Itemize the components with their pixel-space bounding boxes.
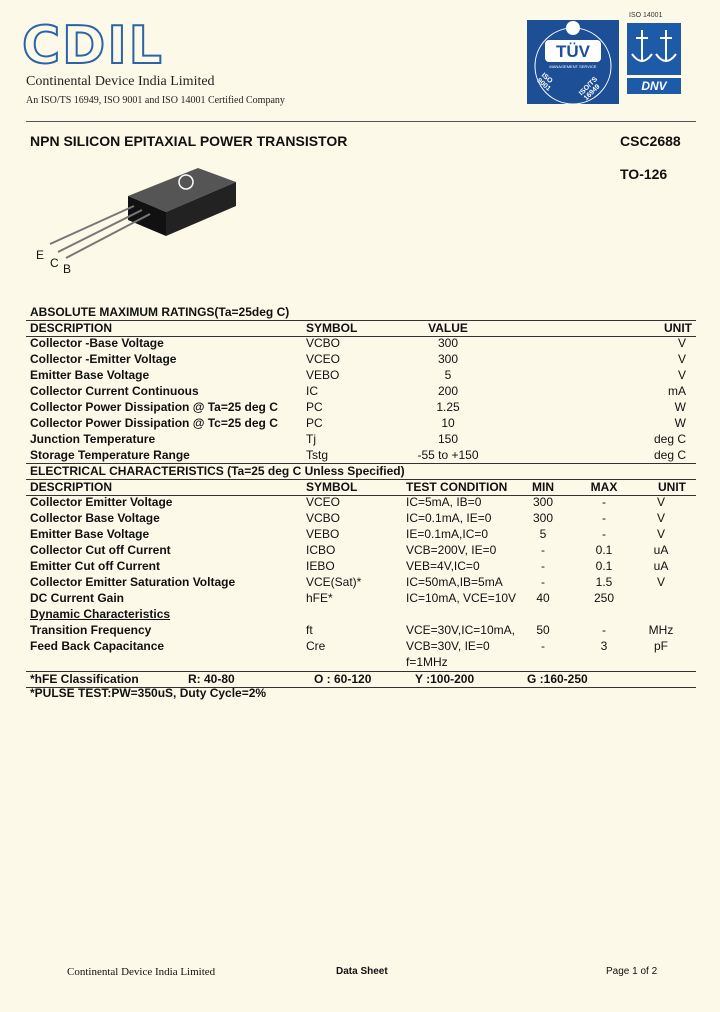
row-max: 0.1 bbox=[595, 559, 613, 573]
row-unit: uA bbox=[653, 559, 669, 573]
footer-company: Continental Device India Limited bbox=[67, 966, 216, 978]
abs-max-header bbox=[26, 320, 696, 337]
row-symbol: hFE* bbox=[306, 591, 333, 605]
row-min: 50 bbox=[536, 623, 550, 637]
hfe-class-y: Y :100-200 bbox=[415, 672, 475, 686]
elec-title-row bbox=[26, 463, 696, 480]
pin-c-label: C bbox=[50, 256, 59, 270]
row-min: 300 bbox=[532, 495, 554, 509]
row-value: 10 bbox=[441, 416, 455, 430]
row-min: - bbox=[541, 543, 545, 557]
elec-row bbox=[26, 527, 696, 542]
row-condition: IC=0.1mA, IE=0 bbox=[406, 511, 492, 525]
row-symbol: Cre bbox=[306, 639, 326, 653]
row-condition: VEB=4V,IC=0 bbox=[406, 559, 480, 573]
hfe-class-r: R: 40-80 bbox=[188, 672, 235, 686]
col-unit: UNIT bbox=[664, 321, 692, 335]
row-value: 200 bbox=[437, 384, 459, 398]
row-unit: V bbox=[656, 495, 665, 509]
hfe-class-g: G :160-250 bbox=[527, 672, 588, 686]
row-min: 5 bbox=[539, 527, 547, 541]
row-symbol: ICBO bbox=[306, 543, 336, 557]
row-description: Collector Current Continuous bbox=[30, 384, 199, 398]
company-name: Continental Device India Limited bbox=[26, 74, 215, 89]
dynamic-row-continuation bbox=[26, 655, 696, 670]
col-symbol: SYMBOL bbox=[306, 480, 358, 494]
row-symbol: VCEO bbox=[306, 352, 341, 366]
abs-max-row bbox=[26, 336, 696, 351]
row-max: - bbox=[602, 527, 606, 541]
dnv-badge bbox=[626, 12, 682, 96]
row-description: Junction Temperature bbox=[30, 432, 156, 446]
row-symbol: VCEO bbox=[306, 495, 341, 509]
dynamic-title: Dynamic Characteristics bbox=[30, 607, 171, 621]
row-symbol: IC bbox=[306, 384, 318, 398]
abs-max-title: ABSOLUTE MAXIMUM RATINGS(Ta=25deg C) bbox=[30, 305, 290, 319]
col-symbol: SYMBOL bbox=[306, 321, 358, 335]
row-max: 250 bbox=[593, 591, 615, 605]
header-divider bbox=[26, 121, 696, 122]
elec-row bbox=[26, 559, 696, 574]
hfe-class-o: O : 60-120 bbox=[314, 672, 372, 686]
row-unit: V bbox=[677, 336, 686, 350]
row-value: 150 bbox=[437, 432, 459, 446]
dynamic-row bbox=[26, 623, 696, 638]
abs-max-row bbox=[26, 368, 696, 383]
row-symbol: PC bbox=[306, 416, 323, 430]
row-description: Collector Power Dissipation @ Ta=25 deg C bbox=[30, 400, 278, 414]
row-description: Transition Frequency bbox=[30, 623, 152, 637]
tuv-badge bbox=[527, 20, 619, 104]
row-condition: VCE=30V,IC=10mA, bbox=[406, 623, 515, 637]
tuv-isots: ISO/TS 16949 bbox=[577, 75, 602, 103]
row-max: - bbox=[602, 511, 606, 525]
pin-b-label: B bbox=[63, 262, 72, 276]
tuv-mark: TÜV bbox=[556, 42, 590, 61]
row-min: - bbox=[541, 639, 545, 653]
col-max: MAX bbox=[590, 480, 618, 494]
elec-header bbox=[26, 479, 696, 496]
row-symbol: PC bbox=[306, 400, 323, 414]
row-value: -55 to +150 bbox=[417, 448, 479, 462]
row-description: Emitter Cut off Current bbox=[30, 559, 160, 573]
row-unit: deg C bbox=[653, 448, 686, 462]
row-unit: deg C bbox=[653, 432, 686, 446]
dnv-mark: DNV bbox=[641, 79, 667, 93]
dynamic-row bbox=[26, 639, 696, 654]
col-condition: TEST CONDITION bbox=[406, 480, 508, 494]
row-unit: V bbox=[656, 527, 665, 541]
row-unit: V bbox=[677, 368, 686, 382]
row-description: Storage Temperature Range bbox=[30, 448, 190, 462]
row-value: 5 bbox=[444, 368, 452, 382]
row-max: - bbox=[602, 623, 606, 637]
row-symbol: VCBO bbox=[306, 336, 341, 350]
row-value: 300 bbox=[437, 336, 459, 350]
row-symbol: VCE(Sat)* bbox=[306, 575, 362, 589]
row-condition: IC=5mA, IB=0 bbox=[406, 495, 482, 509]
row-max: 0.1 bbox=[595, 543, 613, 557]
col-description: DESCRIPTION bbox=[30, 480, 113, 494]
col-unit: UNIT bbox=[658, 480, 686, 494]
abs-max-row bbox=[26, 416, 696, 431]
row-unit: W bbox=[674, 416, 686, 430]
row-condition: VCB=200V, IE=0 bbox=[406, 543, 497, 557]
col-description: DESCRIPTION bbox=[30, 321, 113, 335]
row-description: Collector Cut off Current bbox=[30, 543, 171, 557]
row-condition: VCB=30V, IE=0 bbox=[406, 639, 490, 653]
elec-row bbox=[26, 495, 696, 510]
package-drawing bbox=[30, 160, 260, 280]
abs-max-title-row bbox=[26, 305, 696, 321]
row-max: - bbox=[602, 495, 606, 509]
row-condition-line2: f=1MHz bbox=[406, 655, 448, 669]
row-description: Feed Back Capacitance bbox=[30, 639, 165, 653]
col-value: VALUE bbox=[428, 321, 468, 335]
elec-row bbox=[26, 575, 696, 590]
row-symbol: VCBO bbox=[306, 511, 341, 525]
row-description: Collector Power Dissipation @ Tc=25 deg C bbox=[30, 416, 278, 430]
row-symbol: VEBO bbox=[306, 368, 340, 382]
row-description: Emitter Base Voltage bbox=[30, 527, 150, 541]
dynamic-title-row bbox=[26, 607, 696, 622]
product-title: NPN SILICON EPITAXIAL POWER TRANSISTOR bbox=[30, 133, 348, 149]
row-symbol: ft bbox=[306, 623, 313, 637]
row-unit: V bbox=[677, 352, 686, 366]
abs-max-row bbox=[26, 352, 696, 367]
pin-e-label: E bbox=[36, 248, 45, 262]
row-condition: IC=50mA,IB=5mA bbox=[406, 575, 503, 589]
abs-max-row bbox=[26, 384, 696, 399]
abs-max-row bbox=[26, 448, 696, 463]
row-max: 1.5 bbox=[595, 575, 613, 589]
tuv-iso9001: ISO 9001 bbox=[535, 71, 554, 93]
row-description: Collector Emitter Voltage bbox=[30, 495, 173, 509]
abs-max-row bbox=[26, 400, 696, 415]
row-value: 1.25 bbox=[436, 400, 460, 414]
elec-row bbox=[26, 543, 696, 558]
row-description: Collector Base Voltage bbox=[30, 511, 160, 525]
row-value: 300 bbox=[437, 352, 459, 366]
certification-line: An ISO/TS 16949, ISO 9001 and ISO 14001 Certified Company bbox=[26, 95, 285, 106]
row-unit: W bbox=[674, 400, 686, 414]
pulse-test-row bbox=[26, 686, 696, 701]
row-unit: mA bbox=[668, 384, 686, 398]
row-min: 40 bbox=[536, 591, 550, 605]
part-number: CSC2688 bbox=[620, 133, 681, 149]
dnv-iso: ISO 14001 bbox=[629, 12, 663, 19]
row-min: 300 bbox=[532, 511, 554, 525]
pulse-test-note: *PULSE TEST:PW=350uS, Duty Cycle=2% bbox=[30, 686, 267, 700]
footer-doc-type: Data Sheet bbox=[336, 966, 388, 977]
row-min: - bbox=[541, 559, 545, 573]
hfe-label: *hFE Classification bbox=[30, 672, 139, 686]
elec-row bbox=[26, 511, 696, 526]
row-symbol: VEBO bbox=[306, 527, 340, 541]
col-min: MIN bbox=[532, 480, 554, 494]
tuv-sub: MANAGEMENT SERVICE bbox=[549, 64, 597, 69]
package-name: TO-126 bbox=[620, 166, 668, 182]
row-min: - bbox=[541, 575, 545, 589]
row-description: Collector -Base Voltage bbox=[30, 336, 164, 350]
company-logo: CDIL bbox=[22, 16, 164, 76]
row-max: 3 bbox=[600, 639, 608, 653]
row-condition: IE=0.1mA,IC=0 bbox=[406, 527, 489, 541]
row-symbol: IEBO bbox=[306, 559, 335, 573]
row-description: Emitter Base Voltage bbox=[30, 368, 150, 382]
row-unit: MHz bbox=[648, 623, 674, 637]
elec-row bbox=[26, 591, 696, 606]
row-description: Collector -Emitter Voltage bbox=[30, 352, 177, 366]
elec-title: ELECTRICAL CHARACTERISTICS (Ta=25 deg C Unless Specified) bbox=[30, 464, 405, 478]
row-condition: IC=10mA, VCE=10V bbox=[406, 591, 517, 605]
row-unit: pF bbox=[653, 639, 668, 653]
footer-page: Page 1 of 2 bbox=[606, 966, 658, 977]
row-unit: V bbox=[656, 575, 665, 589]
row-description: Collector Emitter Saturation Voltage bbox=[30, 575, 236, 589]
row-unit: uA bbox=[653, 543, 669, 557]
row-unit: V bbox=[656, 511, 665, 525]
row-symbol: Tj bbox=[306, 432, 316, 446]
row-description: DC Current Gain bbox=[30, 591, 125, 605]
abs-max-row bbox=[26, 432, 696, 447]
row-symbol: Tstg bbox=[306, 448, 329, 462]
